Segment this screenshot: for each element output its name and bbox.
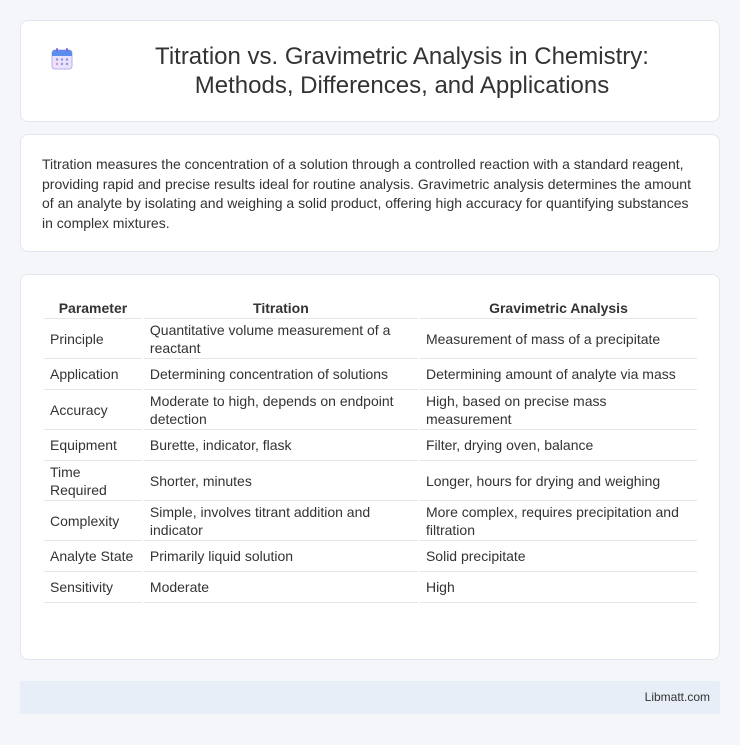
table-cell: Application: [44, 359, 142, 390]
table-cell: High: [420, 572, 697, 603]
footer-brand: Libmatt.com: [644, 690, 710, 704]
table-row: [44, 572, 697, 603]
table-cell: Sensitivity: [44, 572, 142, 603]
table-row: [44, 390, 697, 430]
table-cell: Determining concentration of solutions: [144, 359, 418, 390]
table-cell: Equipment: [44, 430, 142, 461]
table-cell: Quantitative volume measurement of a reactant: [144, 319, 418, 359]
table-cell: Simple, involves titrant addition and indicator: [144, 501, 418, 541]
table-cell: Complexity: [44, 501, 142, 541]
table-cell: Time Required: [44, 461, 142, 501]
table-cell: Analyte State: [44, 541, 142, 572]
table-cell: Principle: [44, 319, 142, 359]
intro-paragraph: Titration measures the concentration of a solution through a controlled reaction with a standard reagent, providing rapid and precise results ideal for routine analysis. Gravimetric analysis determines the amount of an analyte by isolating and weighing a solid product, offering high accuracy for quantifying substances in complex mixtures.: [42, 156, 691, 231]
table-cell: Primarily liquid solution: [144, 541, 418, 572]
table-cell: Determining amount of analyte via mass: [420, 359, 697, 390]
table-row: [44, 319, 697, 359]
comparison-table-card: [20, 274, 720, 660]
table-header-row: [44, 295, 697, 319]
intro-card: [20, 134, 720, 252]
table-row: [44, 541, 697, 572]
page-title: Titration vs. Gravimetric Analysis in Chemistry: Methods, Differences, and Applications: [155, 43, 649, 99]
comparison-table: [42, 295, 699, 603]
table-cell: Filter, drying oven, balance: [420, 430, 697, 461]
column-header-parameter: Parameter: [44, 295, 142, 319]
table-cell: More complex, requires precipitation and filtration: [420, 501, 697, 541]
column-header-gravimetric: Gravimetric Analysis: [420, 295, 697, 319]
table-cell: Measurement of mass of a precipitate: [420, 319, 697, 359]
table-cell: Moderate: [144, 572, 418, 603]
column-header-titration: Titration: [144, 295, 418, 319]
table-row: [44, 359, 697, 390]
footer-bar: [20, 681, 720, 714]
table-cell: Solid precipitate: [420, 541, 697, 572]
header-card: [20, 20, 720, 122]
table-cell: Burette, indicator, flask: [144, 430, 418, 461]
table-row: [44, 461, 697, 501]
table-row: [44, 430, 697, 461]
table-cell: Accuracy: [44, 390, 142, 430]
table-cell: High, based on precise mass measurement: [420, 390, 697, 430]
table-cell: Moderate to high, depends on endpoint detection: [144, 390, 418, 430]
table-row: [44, 501, 697, 541]
table-cell: Longer, hours for drying and weighing: [420, 461, 697, 501]
table-cell: Shorter, minutes: [144, 461, 418, 501]
